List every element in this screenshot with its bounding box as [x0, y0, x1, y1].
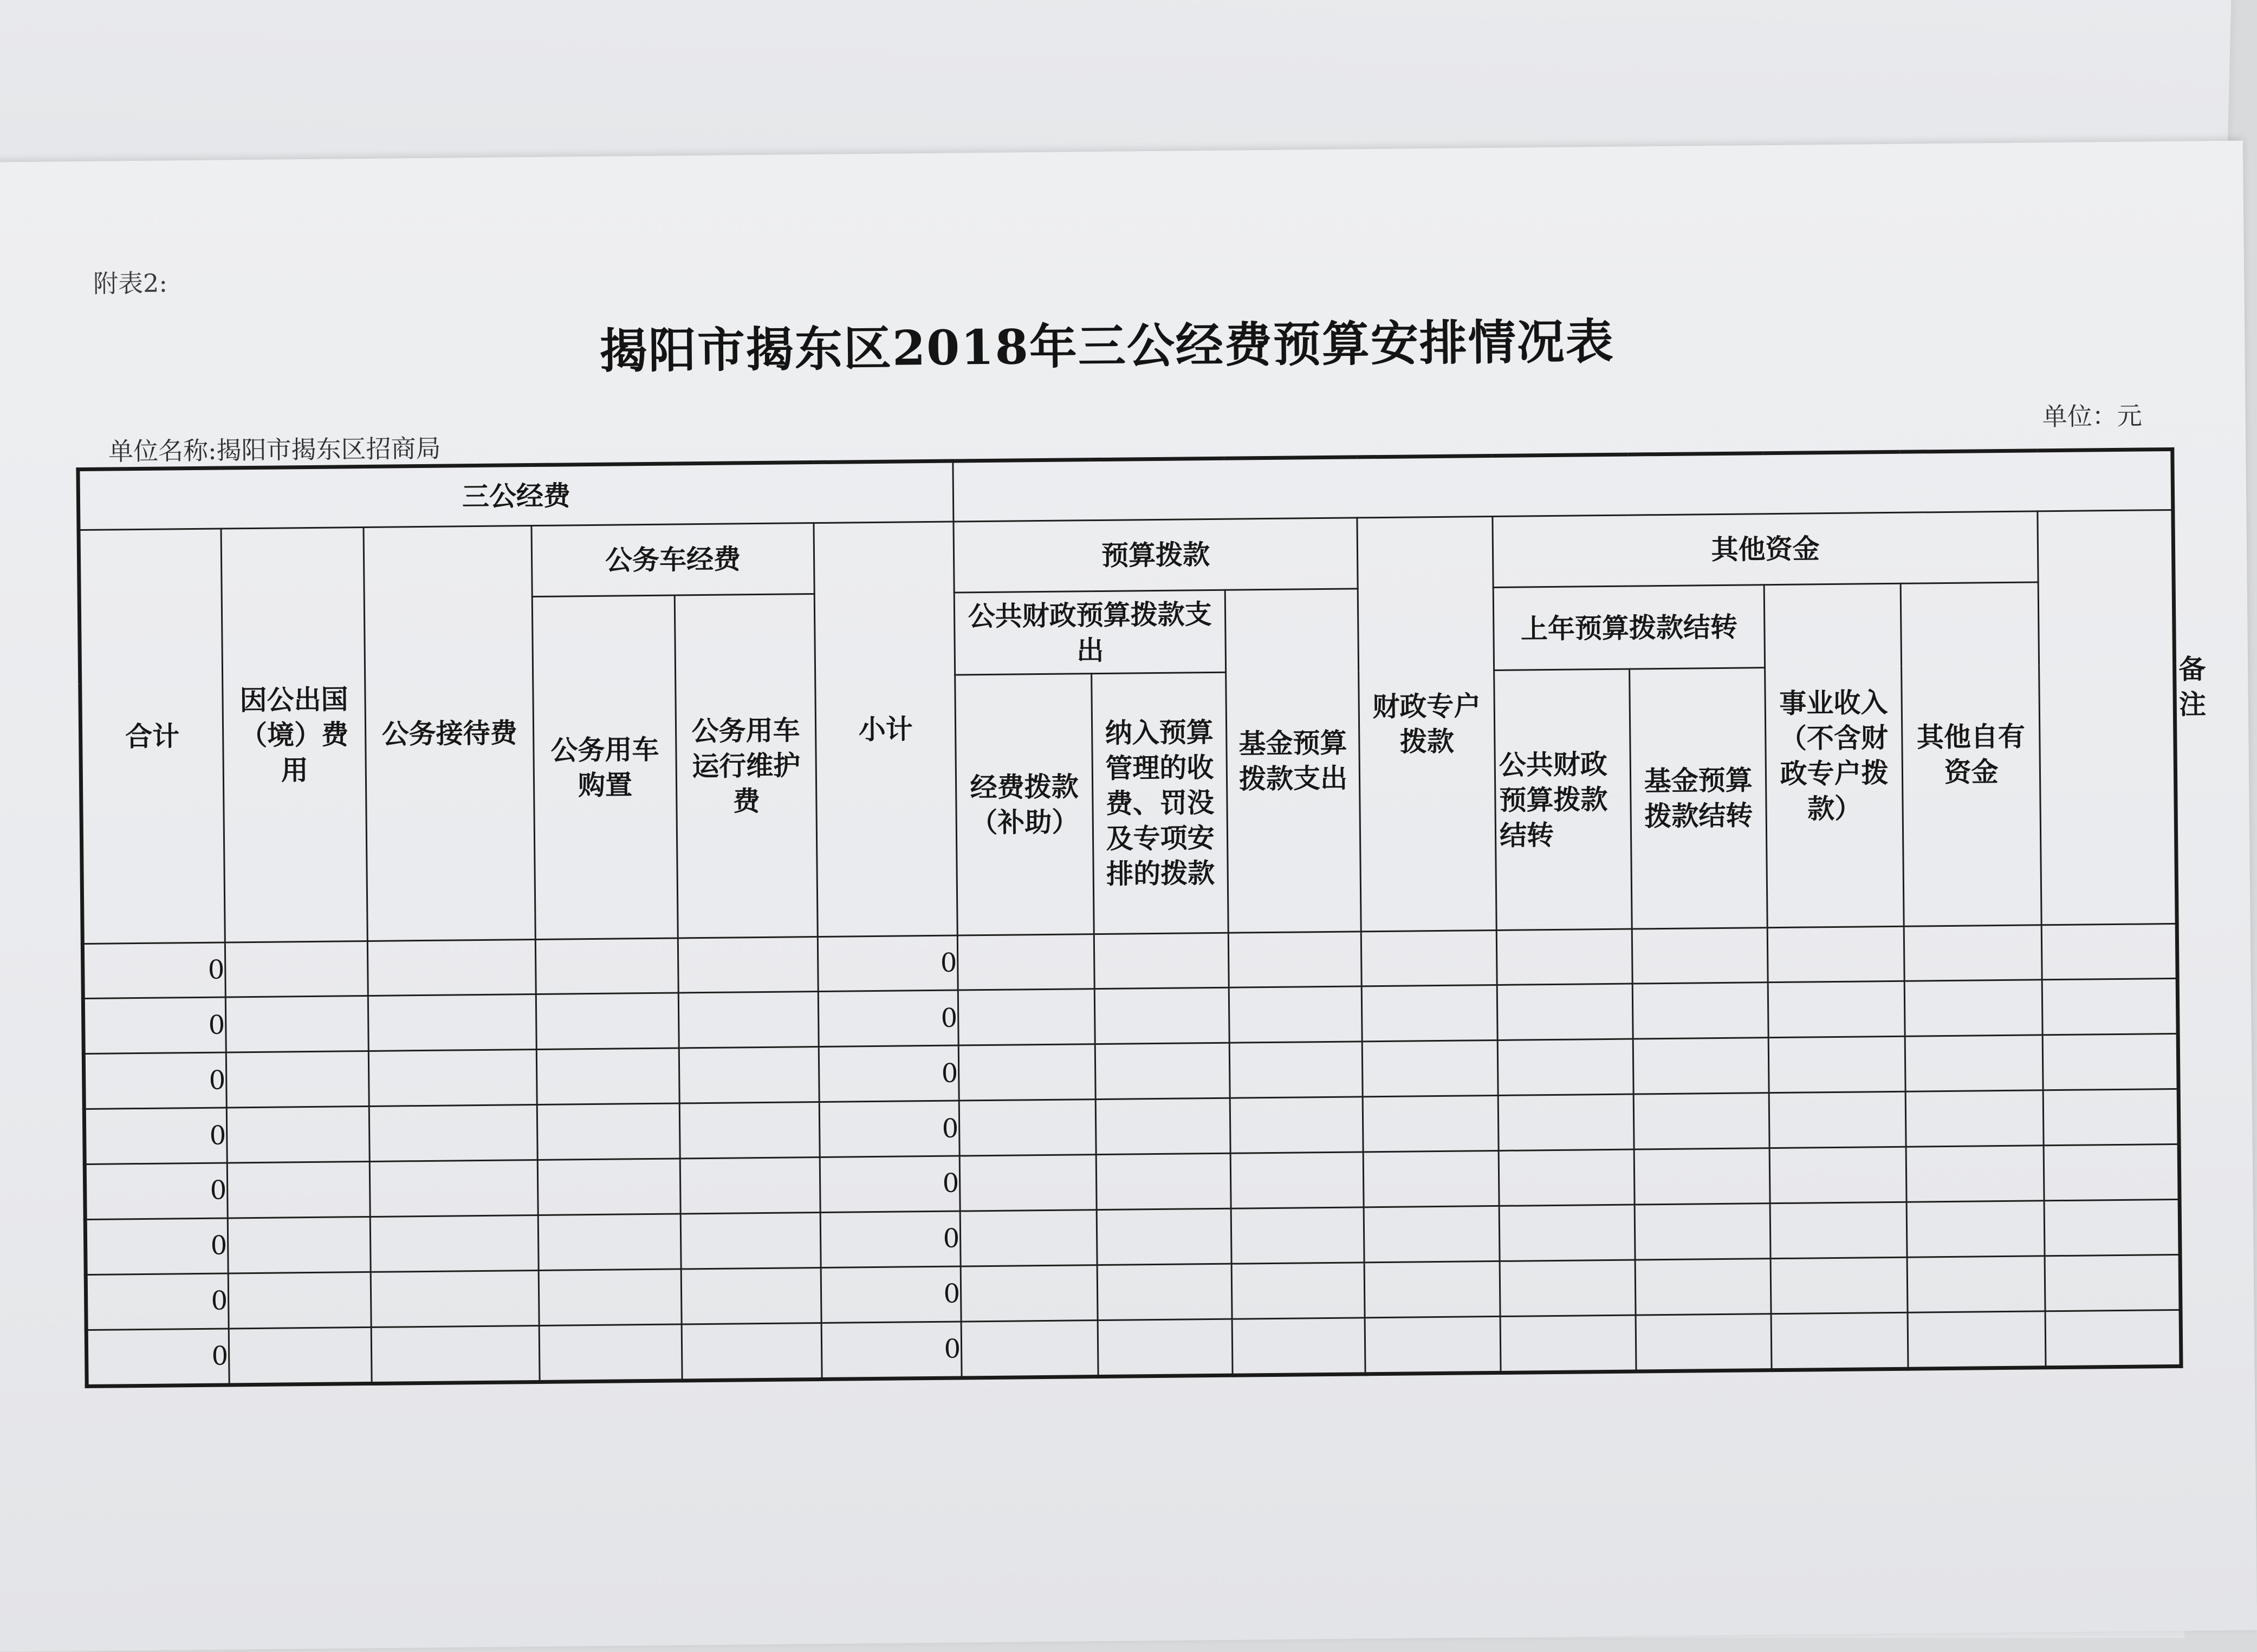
header-special-alloc: 财政专户拨款	[1357, 517, 1496, 932]
cell-subtotal: 0	[818, 990, 958, 1046]
cell-empty	[1632, 983, 1768, 1039]
cell-empty	[2044, 1200, 2180, 1256]
cell-empty	[1231, 1207, 1364, 1264]
cell-subtotal: 0	[819, 1045, 959, 1102]
header-budget-alloc: 预算拨款	[954, 518, 1358, 593]
cell-empty	[1365, 1316, 1501, 1374]
cell-total: 0	[86, 1329, 229, 1387]
cell-empty	[1906, 1146, 2044, 1202]
header-vehicle-purchase: 公务用车购置	[532, 595, 678, 939]
cell-empty	[680, 1213, 821, 1269]
cell-empty	[368, 1050, 537, 1107]
cell-empty	[959, 1100, 1096, 1156]
cell-empty	[1496, 929, 1632, 985]
cell-empty	[961, 1265, 1098, 1322]
cell-empty	[958, 1044, 1095, 1101]
cell-empty	[1231, 1263, 1365, 1319]
cell-empty	[1499, 1205, 1635, 1261]
cell-empty	[1905, 1090, 2044, 1147]
cell-empty	[1768, 981, 1905, 1038]
unit-name: 单位名称:揭阳市揭东区招商局	[108, 433, 441, 466]
currency-unit: 单位：元	[2042, 401, 2142, 432]
cell-empty	[227, 1162, 370, 1218]
cell-empty	[1770, 1202, 1907, 1258]
cell-subtotal: 0	[820, 1211, 961, 1267]
cell-empty	[1907, 1256, 2045, 1312]
cell-empty	[1769, 1092, 1906, 1148]
header-vehicle: 公务车经费	[531, 523, 814, 596]
cell-empty	[1230, 1097, 1363, 1153]
cell-empty	[369, 1105, 537, 1162]
cell-total: 0	[82, 942, 225, 999]
cell-empty	[1633, 1093, 1769, 1149]
header-business-income: 事业收入（不含财政专户拨款）	[1764, 583, 1904, 927]
cell-empty	[1767, 926, 1904, 983]
cell-empty	[371, 1325, 540, 1383]
cell-empty	[1635, 1259, 1771, 1315]
cell-empty	[1906, 1201, 2045, 1257]
header-subsidy: 经费拨款（补助）	[955, 674, 1094, 935]
cell-empty	[678, 992, 819, 1048]
header-funding-blank	[953, 449, 2173, 522]
cell-empty	[1094, 988, 1229, 1044]
cell-empty	[369, 1160, 538, 1217]
cell-empty	[1499, 1149, 1635, 1206]
budget-table	[76, 447, 2207, 1388]
document-page	[0, 141, 2257, 1652]
cell-empty	[538, 1214, 681, 1270]
cell-empty	[1498, 1094, 1634, 1150]
cell-empty	[367, 939, 536, 996]
cell-empty	[1497, 984, 1633, 1040]
cell-subtotal: 0	[820, 1156, 960, 1212]
cell-empty	[2044, 1144, 2180, 1201]
cell-empty	[1230, 1152, 1364, 1208]
cell-empty	[2041, 923, 2177, 980]
cell-empty	[371, 1271, 539, 1328]
cell-subtotal: 0	[818, 935, 958, 992]
header-public-finance: 公共财政预算拨款支出	[954, 590, 1225, 675]
cell-empty	[1229, 1042, 1363, 1098]
header-remarks: 备注	[2172, 449, 2177, 923]
cell-empty	[229, 1327, 372, 1385]
header-vehicle-operation: 公务用车运行维护费	[674, 594, 818, 938]
cell-empty	[1636, 1314, 1772, 1371]
cell-empty	[1364, 1206, 1500, 1263]
cell-empty	[228, 1272, 371, 1328]
cell-empty	[679, 1047, 819, 1103]
cell-empty	[1632, 927, 1768, 984]
cell-total: 0	[86, 1273, 229, 1330]
cell-empty	[537, 1103, 680, 1160]
cell-empty	[536, 993, 679, 1049]
cell-empty	[1098, 1319, 1233, 1376]
cell-empty	[2043, 1089, 2179, 1146]
cell-empty	[1908, 1311, 2046, 1369]
cell-empty	[1363, 1096, 1499, 1152]
header-fund-budget: 基金预算拨款支出	[1225, 588, 1361, 932]
cell-empty	[960, 1210, 1097, 1266]
cell-empty	[1361, 985, 1497, 1042]
cell-empty	[1768, 1037, 1905, 1093]
cell-empty	[1904, 980, 2042, 1036]
cell-empty	[1097, 1264, 1232, 1320]
cell-subtotal: 0	[821, 1266, 961, 1323]
cell-empty	[539, 1269, 682, 1325]
cell-total: 0	[83, 1052, 226, 1109]
cell-empty	[539, 1324, 682, 1382]
cell-empty	[958, 989, 1095, 1045]
header-other-own: 其他自有资金	[1901, 582, 2041, 926]
header-abroad: 因公出国（境）费用	[221, 528, 367, 942]
cell-empty	[1362, 1040, 1498, 1097]
cell-empty	[228, 1217, 371, 1273]
cell-empty	[537, 1159, 680, 1215]
cell-total: 0	[83, 997, 226, 1053]
cell-empty	[1634, 1148, 1770, 1205]
cell-empty	[1769, 1147, 1906, 1203]
cell-empty	[368, 994, 536, 1051]
page-title: 揭阳市揭东区2018年三公经费预算安排情况表	[599, 313, 1615, 379]
cell-empty	[1500, 1260, 1636, 1316]
cell-empty	[1364, 1261, 1500, 1317]
header-total: 合计	[79, 529, 225, 944]
cell-empty	[1904, 925, 2042, 981]
header-fund-carryover: 基金预算拨款结转	[1630, 668, 1768, 928]
cell-empty	[681, 1268, 821, 1324]
cell-empty	[1097, 1208, 1231, 1265]
cell-empty	[2042, 1034, 2178, 1090]
cell-empty	[1363, 1151, 1499, 1207]
cell-empty	[1635, 1204, 1770, 1260]
cell-empty	[1633, 1038, 1769, 1094]
cell-total: 0	[85, 1163, 228, 1219]
cell-empty	[1229, 986, 1362, 1043]
cell-empty	[682, 1323, 822, 1381]
cell-empty	[536, 1048, 679, 1104]
cell-empty	[679, 1102, 820, 1159]
cell-empty	[1500, 1315, 1636, 1373]
cell-subtotal: 0	[821, 1322, 962, 1380]
header-public-carryover: 公共财政预算拨款结转	[1494, 669, 1632, 930]
header-sangong: 三公经费	[78, 461, 954, 530]
cell-empty	[2045, 1310, 2181, 1367]
cell-empty	[225, 996, 368, 1052]
cell-empty	[957, 934, 1094, 990]
cell-empty	[680, 1157, 820, 1214]
cell-empty	[535, 938, 678, 994]
cell-empty	[961, 1321, 1098, 1378]
cell-empty	[1771, 1312, 1908, 1370]
cell-empty	[2045, 1254, 2181, 1311]
header-reception: 公务接待费	[364, 526, 535, 941]
cell-empty	[1094, 933, 1229, 989]
cell-empty	[1095, 1098, 1230, 1154]
cell-empty	[1228, 931, 1361, 987]
cell-empty	[226, 1051, 369, 1108]
cell-total: 0	[84, 1108, 227, 1164]
header-subtotal: 小计	[814, 522, 957, 936]
header-prior-carryover: 上年预算拨款结转	[1493, 584, 1765, 671]
cell-empty	[678, 936, 818, 993]
cell-empty	[1497, 1039, 1633, 1095]
cell-empty	[226, 1107, 369, 1163]
cell-empty	[1905, 1035, 2043, 1091]
appendix-label: 附表2:	[93, 268, 168, 298]
cell-empty	[1232, 1318, 1365, 1375]
header-other-funds: 其他资金	[1493, 511, 2038, 587]
cell-empty	[1096, 1153, 1231, 1209]
cell-empty	[959, 1155, 1097, 1211]
cell-empty	[370, 1215, 539, 1272]
cell-empty	[225, 941, 368, 997]
cell-subtotal: 0	[819, 1101, 959, 1157]
cell-total: 0	[85, 1218, 228, 1274]
cell-empty	[1361, 930, 1497, 986]
cell-empty	[1770, 1257, 1908, 1313]
cell-empty	[2042, 979, 2178, 1035]
header-fee-alloc: 纳入预算管理的收费、罚没及专项安排的拨款	[1092, 673, 1229, 934]
cell-empty	[1095, 1043, 1230, 1100]
